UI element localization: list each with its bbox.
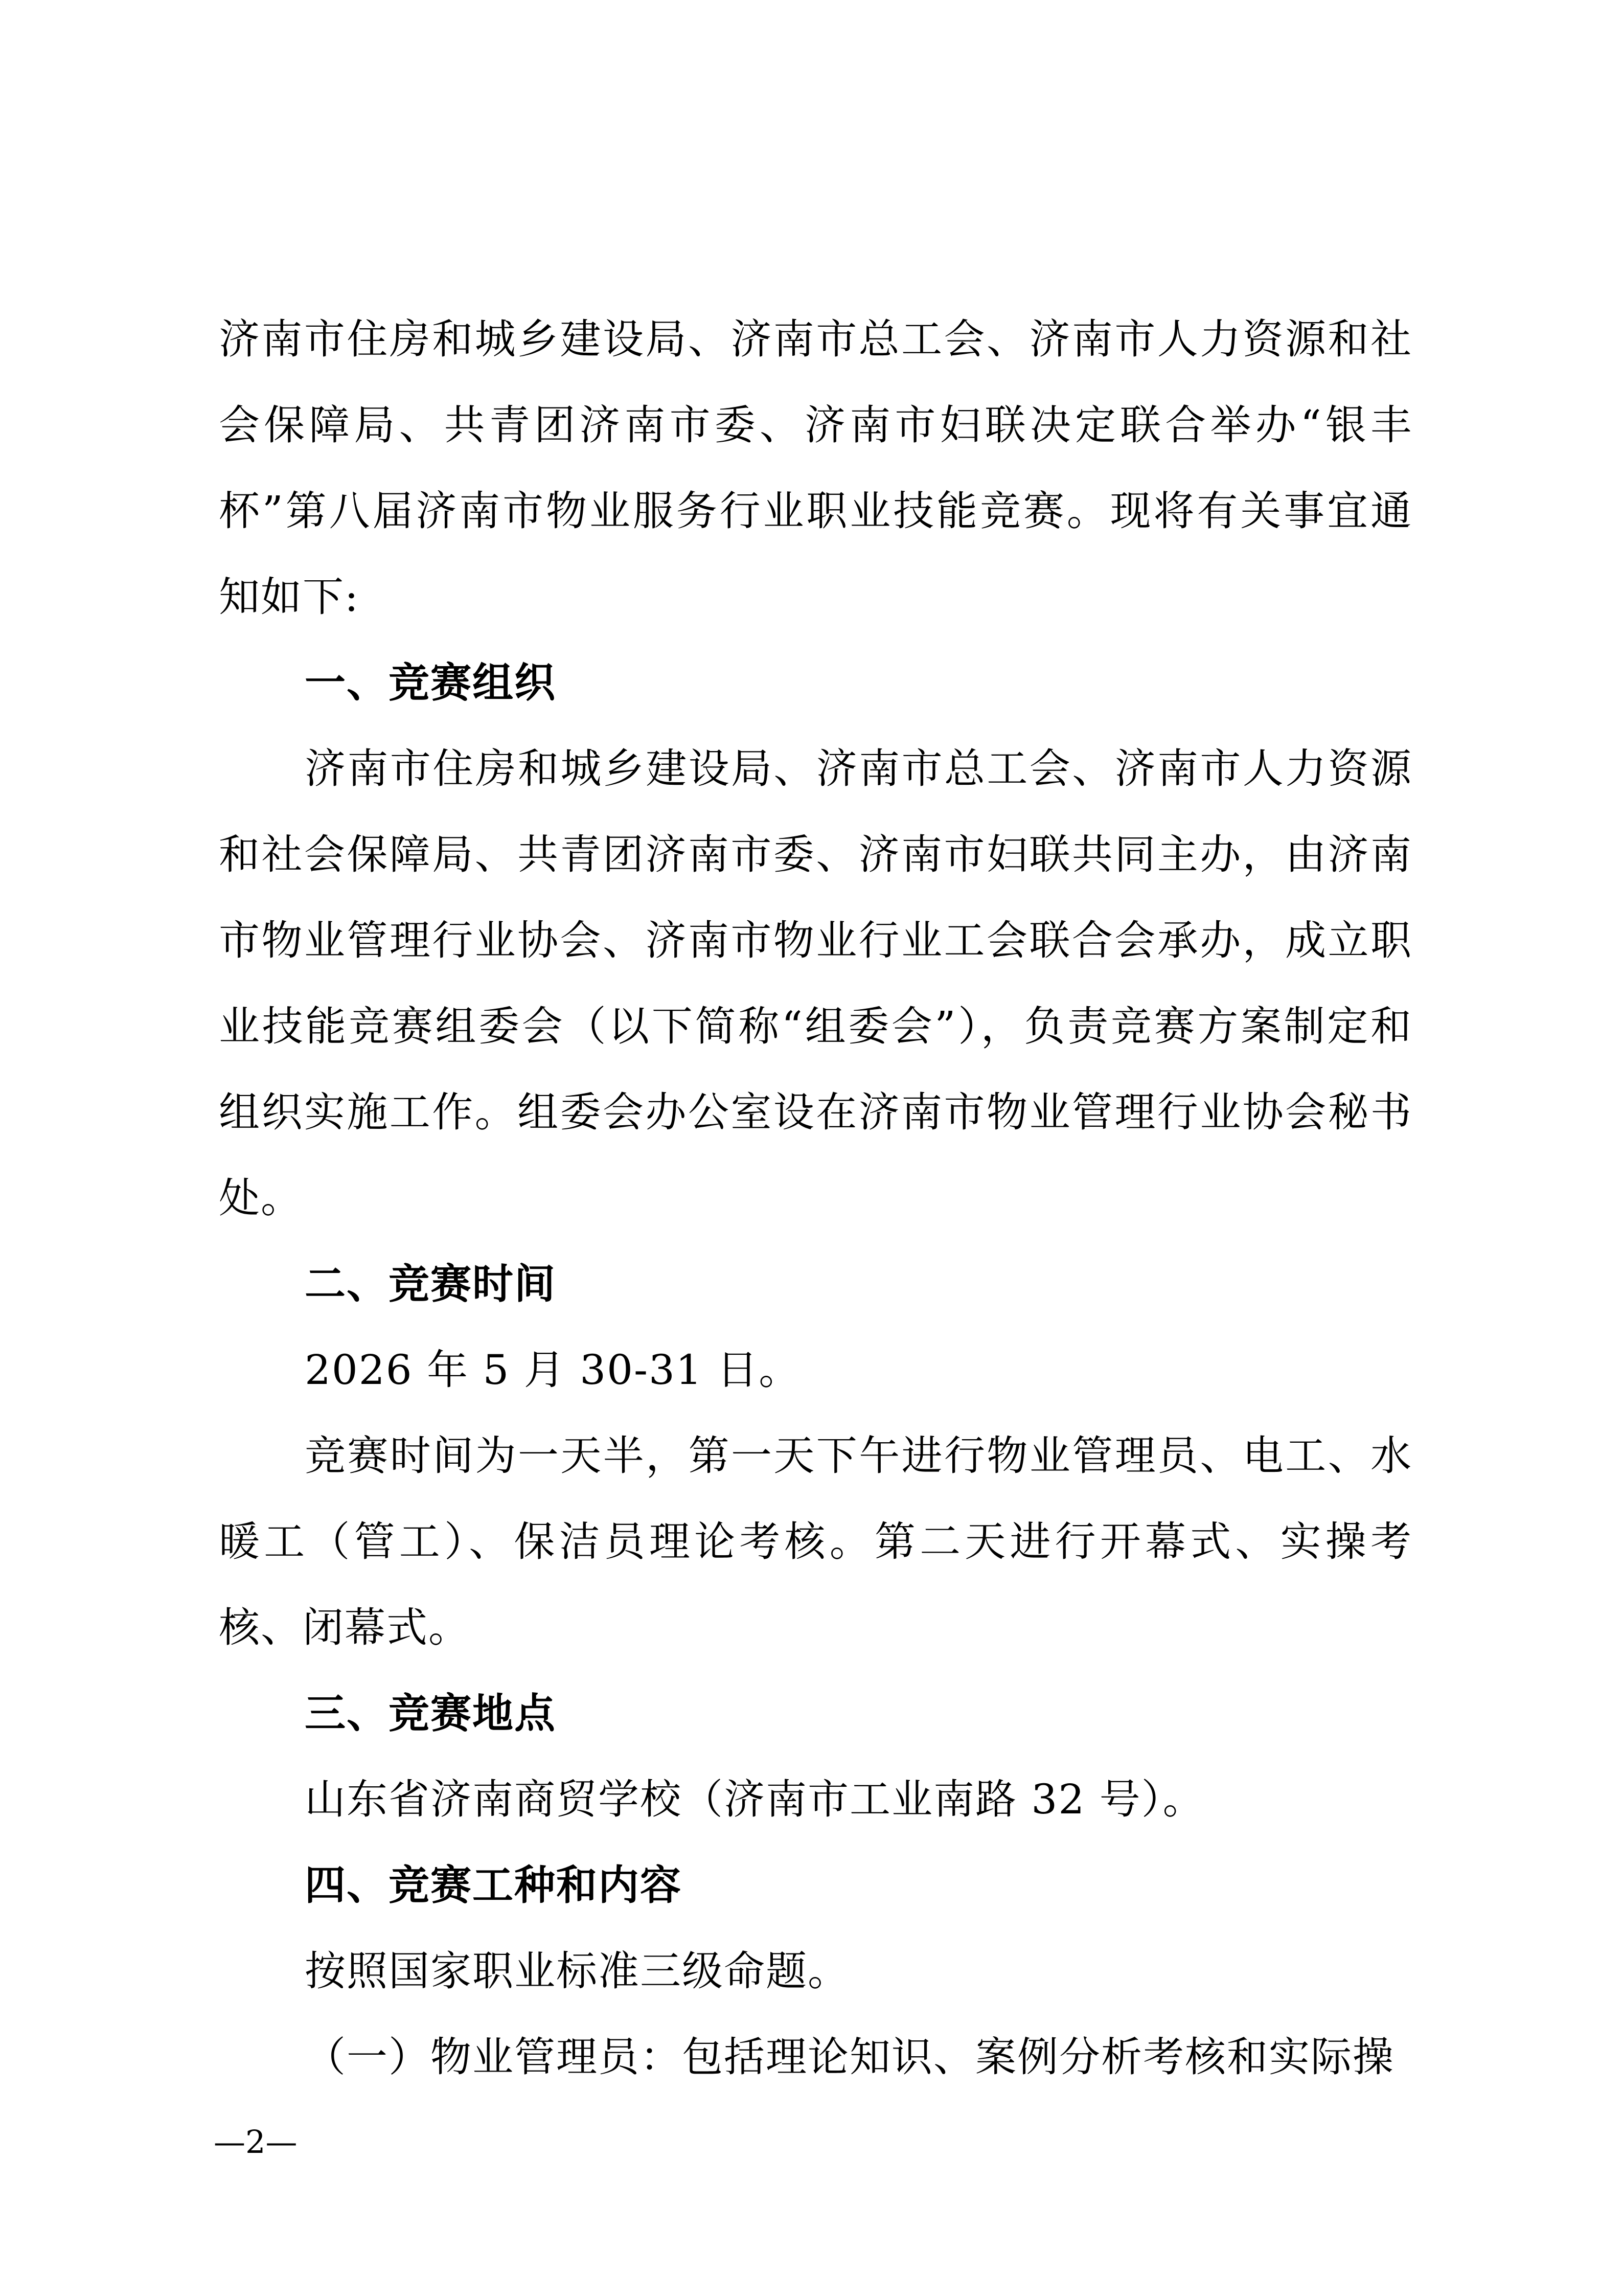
organization-paragraph: 济南市住房和城乡建设局、济南市总工会、济南市人力资源和社会保障局、共青团济南市委、济南市妇联共同主办，由济南市物业管理行业协会、济南市物业行业工会联合会承办，成立职业技能竞赛组委会（以下简称“组委会”），负责竞赛方案制定和组织实施工作。组委会办公室设在济南市物业管理行业协会秘书处。 <box>219 745 1412 1222</box>
section-heading-organization: 一、竞赛组织 <box>305 659 556 707</box>
location-paragraph: 山东省济南商贸学校（济南市工业南路 32 号）。 <box>305 1776 1205 1823</box>
section-heading-time: 二、竞赛时间 <box>305 1260 556 1308</box>
content-standard-paragraph: 按照国家职业标准三级命题。 <box>305 1947 850 1995</box>
content-item-paragraph: （一）物业管理员：包括理论知识、案例分析考核和实际操 <box>305 2033 1395 2081</box>
time-detail-paragraph: 竞赛时间为一天半，第一天下午进行物业管理员、电工、水暖工（管工）、保洁员理论考核。第二天进行开幕式、实操考核、闭幕式。 <box>219 1432 1412 1651</box>
section-heading-location: 三、竞赛地点 <box>305 1690 556 1737</box>
section-heading-content: 四、竞赛工种和内容 <box>305 1861 682 1909</box>
document-body <box>219 297 1412 2100</box>
time-date-paragraph: 2026 年 5 月 30-31 日。 <box>305 1346 801 1394</box>
intro-paragraph: 济南市住房和城乡建设局、济南市总工会、济南市人力资源和社会保障局、共青团济南市委、济南市妇联决定联合举办“银丰杯”第八届济南市物业服务行业职业技能竞赛。现将有关事宜通知如下: <box>219 315 1412 621</box>
page-number: —2— <box>214 2123 298 2161</box>
